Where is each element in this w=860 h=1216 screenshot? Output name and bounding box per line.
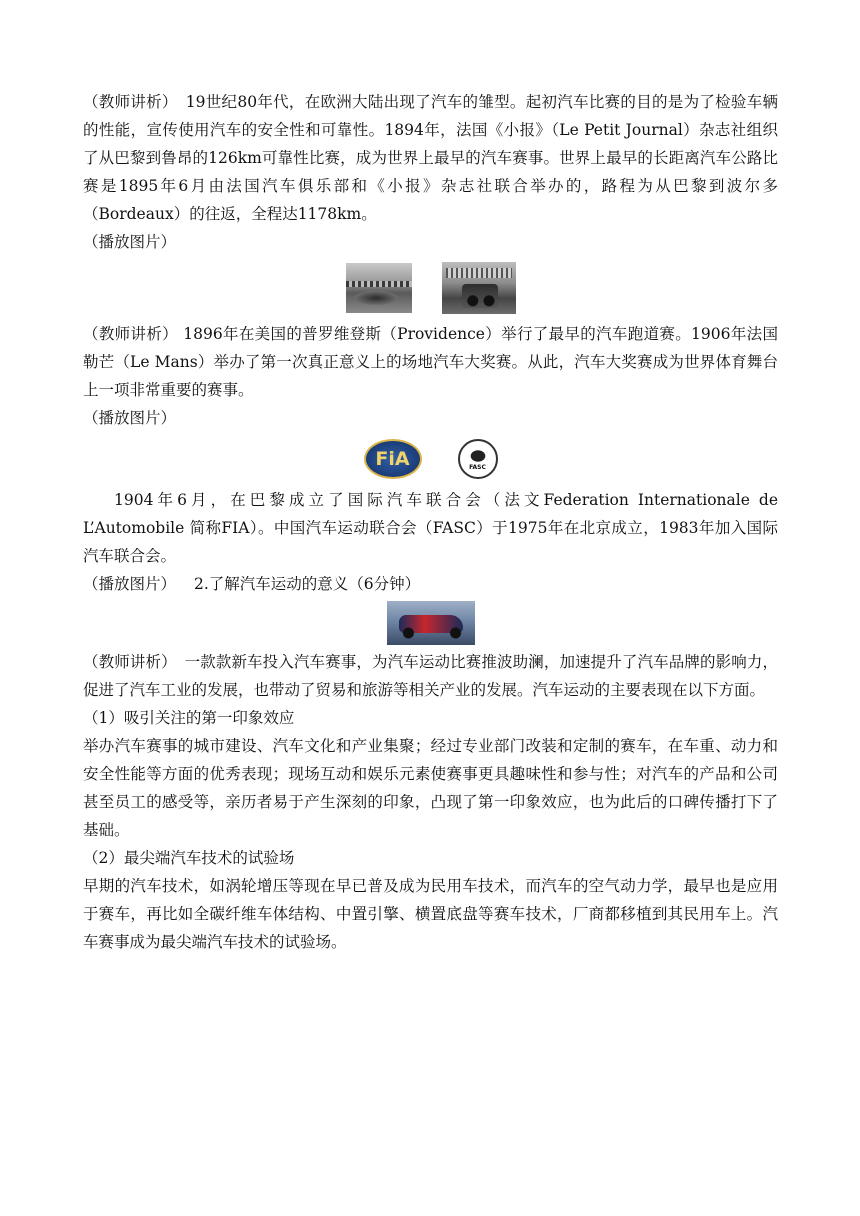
historic-race-photo-1 — [346, 263, 412, 313]
play-image-note-3: （播放图片） — [83, 575, 177, 593]
play-image-note-2: （播放图片） — [83, 409, 177, 427]
image-row-logos — [83, 432, 778, 486]
fasc-logo — [458, 439, 498, 479]
document-page — [83, 88, 778, 956]
subheading-first-impression: （1）吸引关注的第一印象效应 — [83, 709, 295, 727]
section-heading-significance: 2.了解汽车运动的意义（6分钟） — [194, 575, 421, 593]
fasc-logo-text: FASC — [469, 464, 486, 471]
f1-car-photo — [387, 601, 475, 645]
paragraph-early-races: （教师讲析） 19世纪80年代，在欧洲大陆出现了汽车的雏型。起初汽车比赛的目的是为了检验车辆的性能，宣传使用汽车的安全性和可靠性。1894年，法国《小报》（Le Petit Journal）杂志社组织了从巴黎到鲁昂的126km可靠性比赛，成为世界上最早的汽车赛事。世界上最早的长距离汽车公路比赛是1895年6月由法国汽车俱乐部和《小报》杂志社联合举办的，路程为从巴黎到波尔多（Bordeaux）的往返，全程达1178km。 — [83, 93, 778, 223]
paragraph-track-races: （教师讲析） 1896年在美国的普罗维登斯（Providence）举行了最早的汽车跑道赛。1906年法国勒芒（Le Mans）举办了第一次真正意义上的场地汽车大奖赛。从此，汽车大奖赛成为世界体育舞台上一项非常重要的赛事。 — [83, 325, 778, 399]
play-image-note-1: （播放图片） — [83, 233, 177, 251]
paragraph-tech-testbed: 早期的汽车技术，如涡轮增压等现在早已普及成为民用车技术，而汽车的空气动力学，最早也是应用于赛车，再比如全碳纤维车体结构、中置引擎、横置底盘等赛车技术，厂商都移植到其民用车上。汽车赛事成为最尖端汽车技术的试验场。 — [83, 877, 778, 951]
section-line — [83, 570, 778, 598]
paragraph-significance: （教师讲析） 一款款新车投入汽车赛事，为汽车运动比赛推波助澜，加速提升了汽车品牌的影响力，促进了汽车工业的发展，也带动了贸易和旅游等相关产业的发展。汽车运动的主要表现在以下方面。 — [83, 653, 778, 699]
paragraph-first-impression: 举办汽车赛事的城市建设、汽车文化和产业集聚；经过专业部门改装和定制的赛车，在车重、动力和安全性能等方面的优秀表现；现场互动和娱乐元素使赛事更具趣味性和参与性；对汽车的产品和公司甚至员工的感受等，亲历者易于产生深刻的印象，凸现了第一印象效应，也为此后的口碑传播打下了基础。 — [83, 737, 778, 839]
subheading-tech-testbed: （2）最尖端汽车技术的试验场 — [83, 849, 295, 867]
fia-logo-text: FiA — [375, 447, 410, 470]
paragraph-fia-founding: 1904年6月，在巴黎成立了国际汽车联合会（法文Federation Internationale de L’Automobile 简称FIA）。中国汽车运动联合会（FASC）于1975年在北京成立，1983年加入国际汽车联合会。 — [83, 491, 778, 565]
image-row-historic-races — [83, 256, 778, 320]
historic-race-photo-2 — [442, 262, 516, 314]
fia-logo — [364, 439, 422, 479]
image-row-f1 — [83, 598, 778, 648]
